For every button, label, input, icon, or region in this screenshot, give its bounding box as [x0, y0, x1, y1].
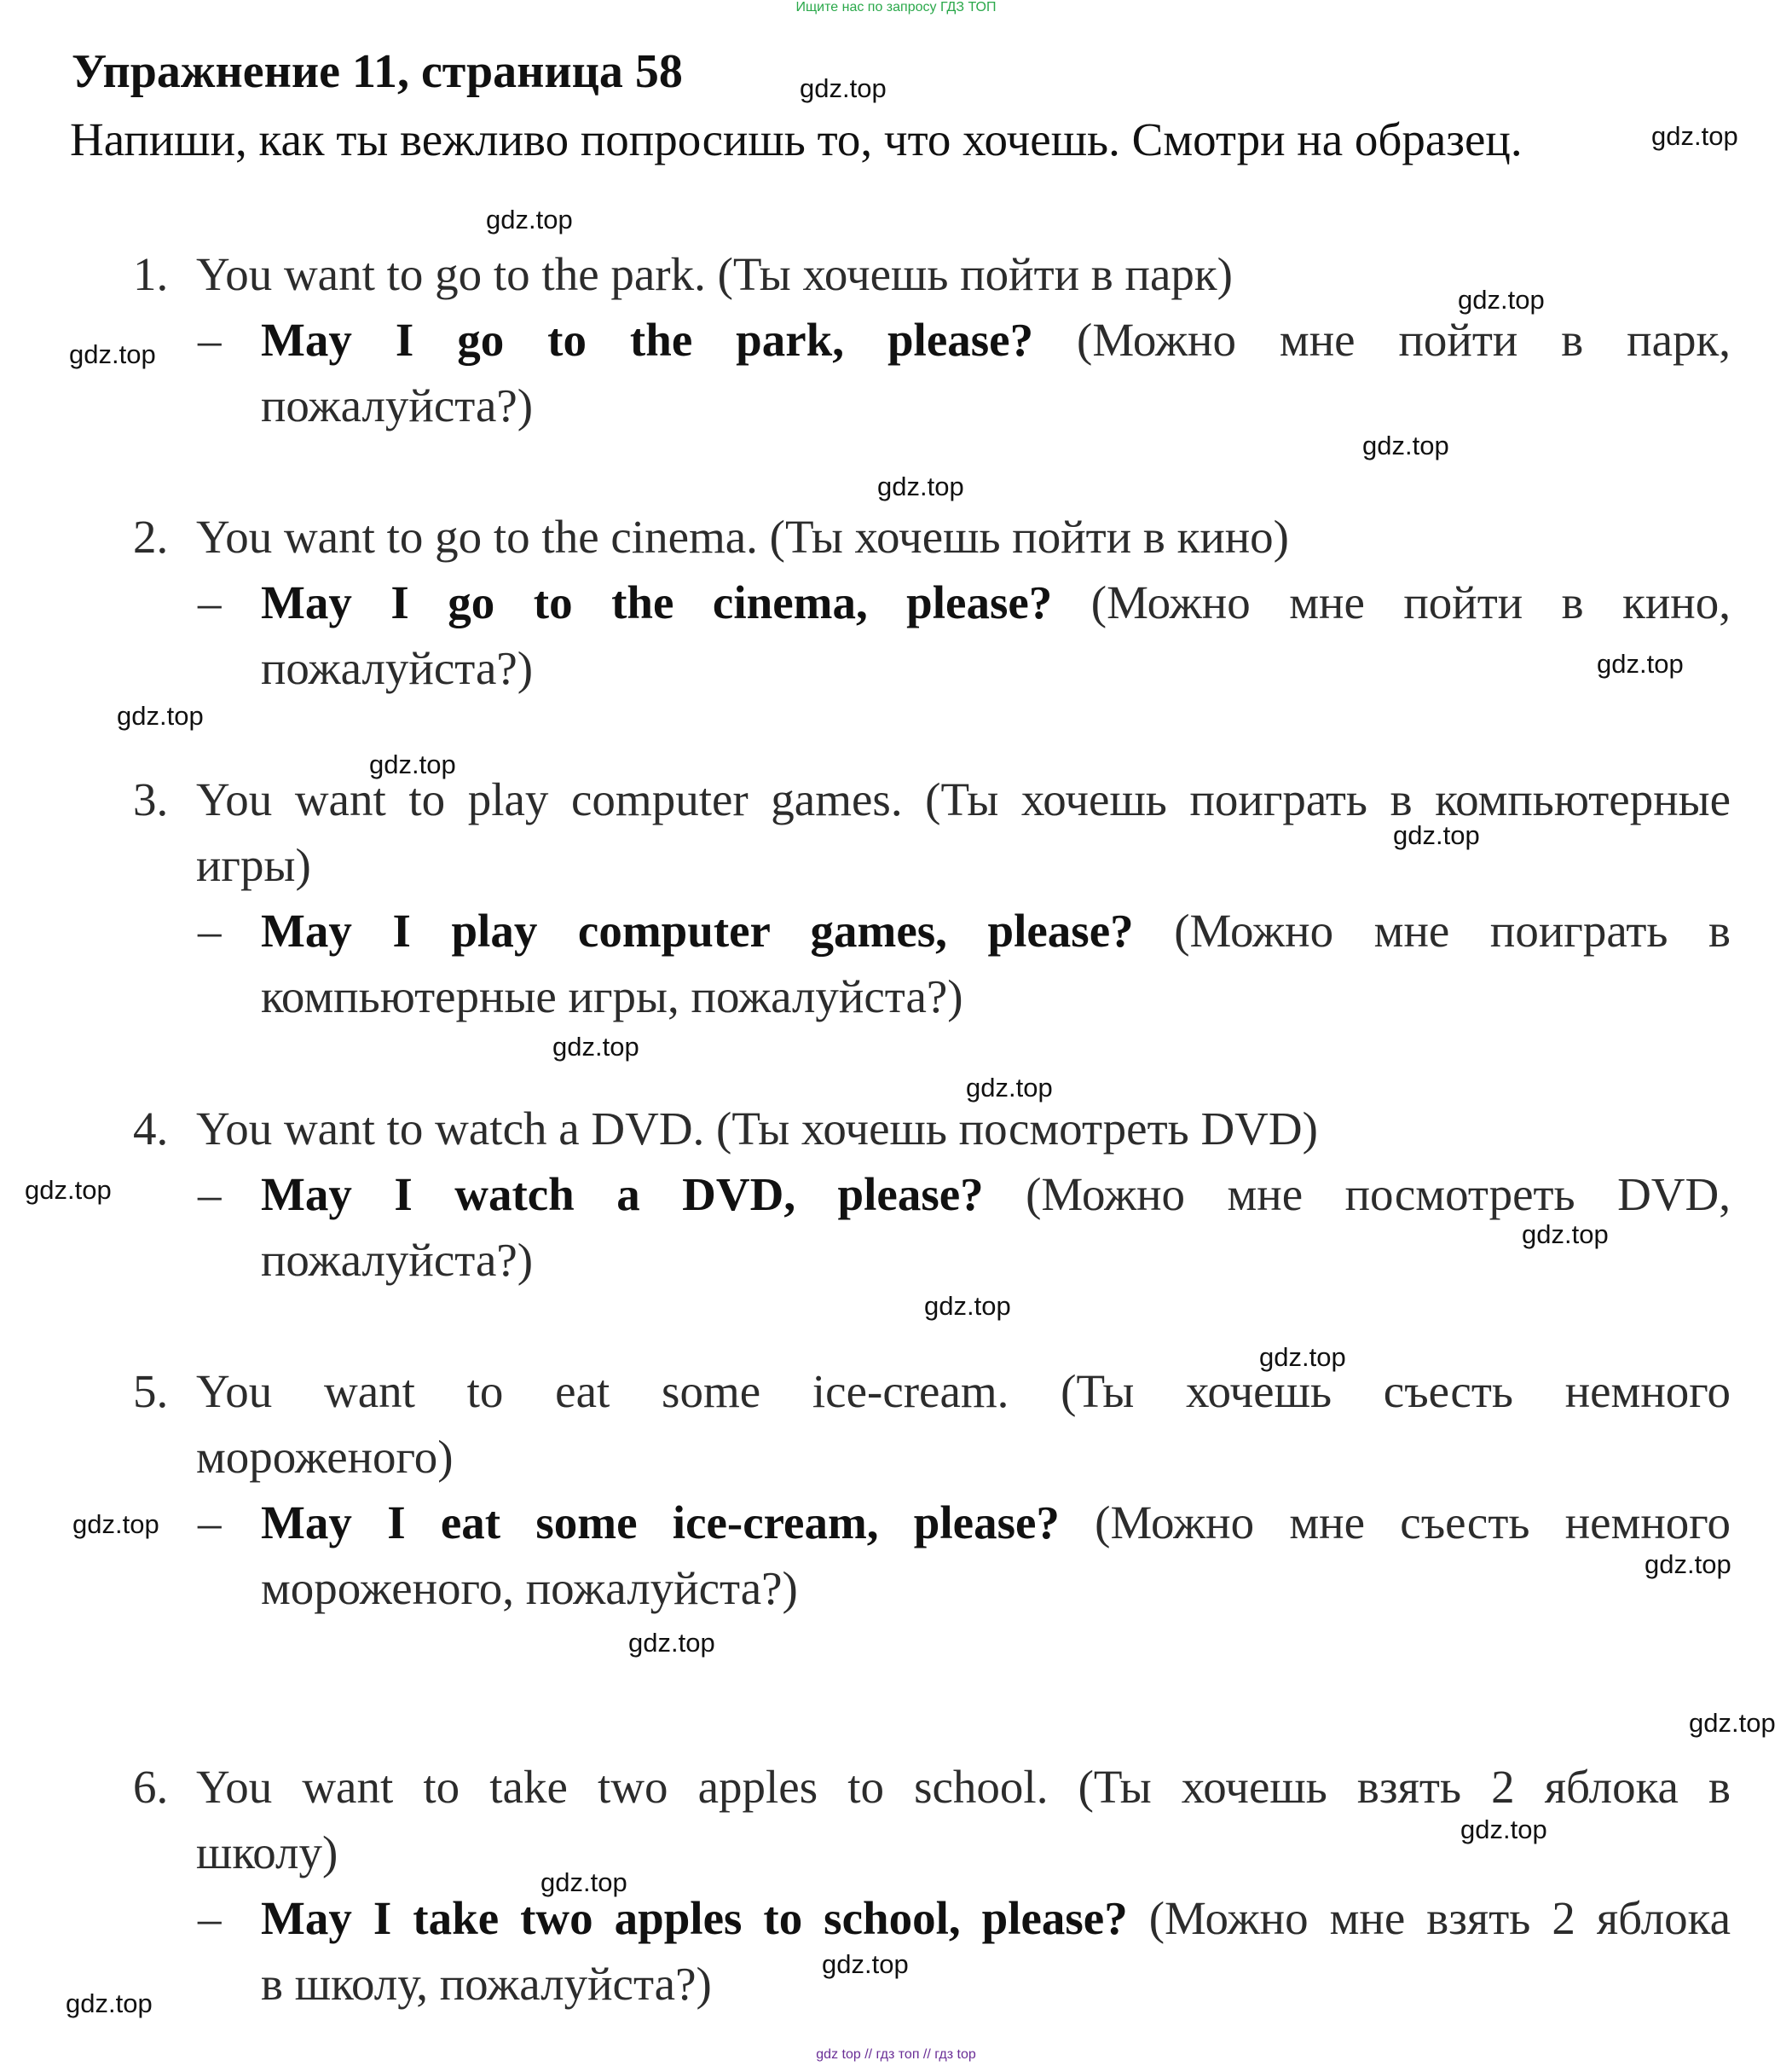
answer-translation: (Можно мне пойти в кино,: [1052, 576, 1731, 628]
watermark: gdz.top: [552, 1032, 639, 1062]
item-number: 1.: [133, 248, 169, 300]
watermark: gdz.top: [117, 701, 204, 731]
watermark: gdz.top: [1460, 1814, 1547, 1844]
answer-translation: (Можно мне взять 2 яблока: [1127, 1892, 1731, 1944]
answer-line-2: пожалуйста?): [261, 379, 534, 431]
answer-translation: (Можно мне съесть немного: [1059, 1496, 1731, 1548]
item-number: 2.: [133, 511, 169, 563]
watermark: gdz.top: [1645, 1549, 1731, 1579]
answer-line: [261, 576, 1731, 629]
answer-dash: –: [198, 1496, 222, 1548]
answer-dash: –: [198, 314, 222, 366]
item-prompt: You want to eat some ice-cream. (Ты хочешь съесть немного: [196, 1365, 1731, 1417]
watermark: gdz.top: [966, 1073, 1053, 1103]
watermark: gdz.top: [822, 1949, 909, 1979]
top-banner: Ищите нас по запросу ГДЗ ТОП: [795, 0, 997, 14]
footer-links: gdz top // гдз топ // гдз top: [816, 2047, 976, 2062]
answer-line: [261, 1891, 1731, 1945]
answer-translation: (Можно мне посмотреть DVD,: [983, 1168, 1731, 1220]
answer-bold: May I go to the cinema, please?: [261, 576, 1053, 628]
answer-translation: (Можно мне пойти в парк,: [1033, 314, 1731, 366]
watermark: gdz.top: [1522, 1219, 1609, 1249]
item-prompt-2: игры): [196, 839, 311, 891]
answer-translation: (Можно мне поиграть в: [1133, 905, 1731, 957]
answer-line-2: пожалуйста?): [261, 1234, 534, 1286]
answer-line-2: в школу, пожалуйста?): [261, 1958, 712, 2010]
answer-dash: –: [198, 1168, 222, 1220]
answer-line-2: пожалуйста?): [261, 642, 534, 694]
watermark: gdz.top: [1458, 285, 1545, 315]
item-prompt: You want to play computer games. (Ты хочешь поиграть в компьютерные: [196, 773, 1731, 825]
item-number: 3.: [133, 773, 169, 825]
item-number: 6.: [133, 1761, 169, 1813]
answer-line-2: мороженого, пожалуйста?): [261, 1562, 798, 1614]
watermark: gdz.top: [1689, 1708, 1776, 1738]
page-title: Упражнение 11, страница 58: [72, 45, 683, 98]
watermark: gdz.top: [486, 205, 573, 234]
instruction-text: Напиши, как ты вежливо попросишь то, что хочешь. Смотри на образец.: [70, 113, 1523, 165]
answer-line: [261, 1496, 1731, 1549]
watermark: gdz.top: [1362, 431, 1449, 460]
watermark: gdz.top: [924, 1291, 1011, 1321]
item-prompt: You want to go to the cinema. (Ты хочешь пойти в кино): [196, 511, 1289, 563]
watermark: gdz.top: [628, 1628, 715, 1658]
answer-bold: May I watch a DVD, please?: [261, 1168, 984, 1220]
answer-dash: –: [198, 1892, 222, 1944]
answer-line-2: компьютерные игры, пожалуйста?): [261, 970, 963, 1022]
answer-line: [261, 1167, 1731, 1221]
item-number: 4.: [133, 1103, 169, 1155]
answer-line: [261, 904, 1731, 958]
item-prompt: You want to go to the park. (Ты хочешь пойти в парк): [196, 248, 1233, 300]
item-number: 5.: [133, 1365, 169, 1417]
answer-line: [261, 313, 1731, 367]
watermark: gdz.top: [1393, 820, 1480, 850]
watermark: gdz.top: [72, 1509, 159, 1539]
watermark: gdz.top: [25, 1175, 112, 1205]
answer-bold: May I take two apples to school, please?: [261, 1892, 1128, 1944]
item-prompt: You want to take two apples to school. (Ты хочешь взять 2 яблока в: [196, 1761, 1731, 1813]
watermark: gdz.top: [69, 339, 156, 369]
watermark: gdz.top: [540, 1867, 627, 1897]
item-prompt-2: мороженого): [196, 1431, 454, 1483]
answer-bold: May I eat some ice-cream, please?: [261, 1496, 1060, 1548]
watermark: gdz.top: [877, 472, 964, 501]
answer-bold: May I play computer games, please?: [261, 905, 1134, 957]
watermark: gdz.top: [1259, 1342, 1346, 1372]
watermark: gdz.top: [1651, 121, 1738, 151]
item-prompt-2: школу): [196, 1826, 338, 1878]
answer-dash: –: [198, 905, 222, 957]
watermark: gdz.top: [66, 1988, 153, 2018]
watermark: gdz.top: [800, 73, 887, 103]
watermark: gdz.top: [369, 750, 456, 779]
answer-dash: –: [198, 576, 222, 628]
watermark: gdz.top: [1597, 649, 1684, 679]
answer-bold: May I go to the park, please?: [261, 314, 1034, 366]
item-prompt: You want to watch a DVD. (Ты хочешь посмотреть DVD): [196, 1103, 1318, 1155]
